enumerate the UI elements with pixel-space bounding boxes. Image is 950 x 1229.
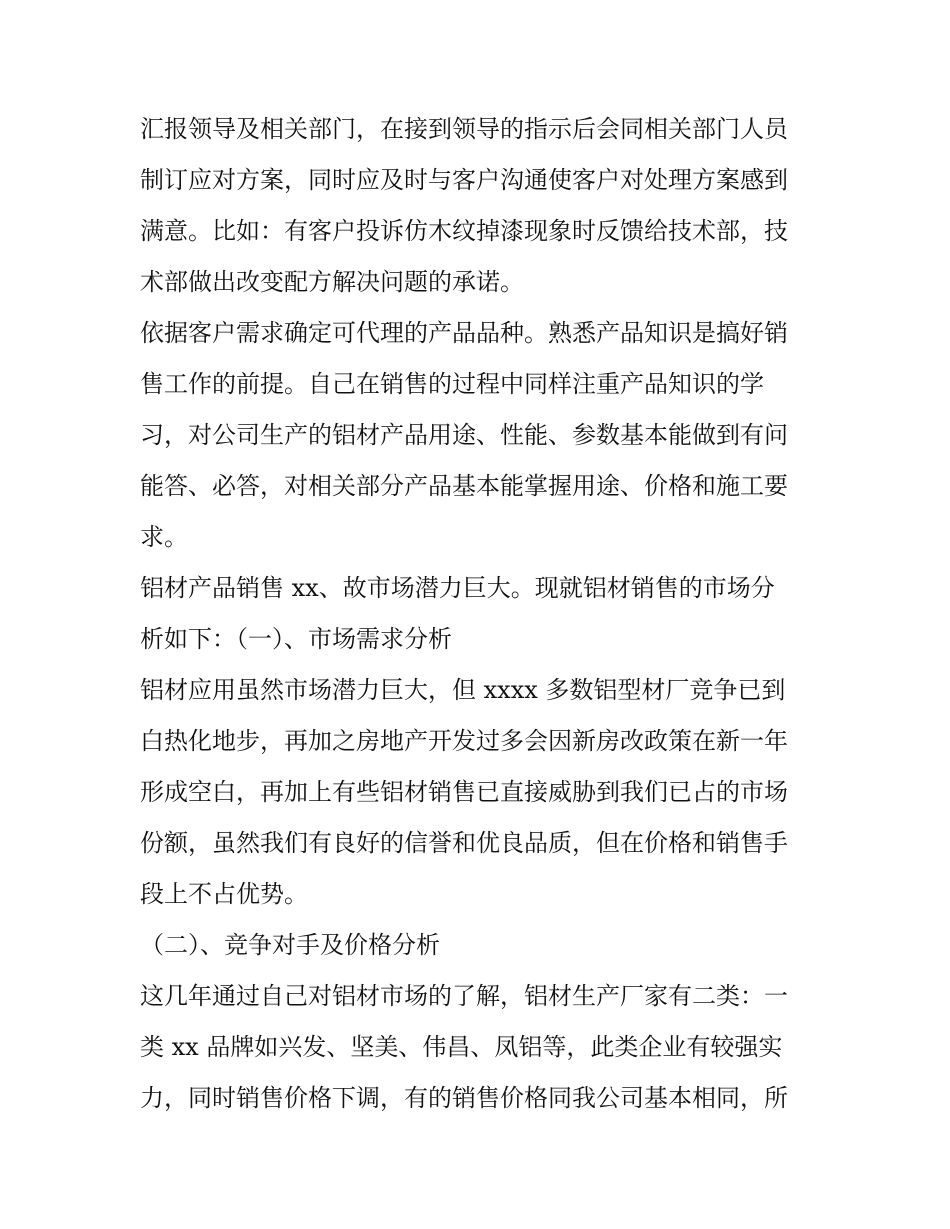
text-line: 段上不占优势。 — [140, 880, 308, 908]
text-line: 力，同时销售价格下调，有的销售价格同我公司基本相同，所 — [140, 1084, 788, 1112]
text-line: 满意。比如：有客户投诉仿木纹掉漆现象时反馈给技术部，技 — [140, 217, 788, 245]
text-line: 求。 — [140, 523, 188, 551]
document-body — [140, 104, 815, 1124]
text-line: 这几年通过自己对铝材市场的了解，铝材生产厂家有二类：一 — [140, 982, 788, 1010]
text-line: （二）、竞争对手及价格分析 — [140, 931, 440, 959]
text-line: 铝材应用虽然市场潜力巨大，但 xxxx 多数铝型材厂竞争已到 — [140, 676, 786, 704]
text-line: 白热化地步，再加之房地产开发过多会因新房改政策在新一年 — [140, 727, 788, 755]
text-line: 依据客户需求确定可代理的产品品种。熟悉产品知识是搞好销 — [140, 319, 788, 347]
text-line: 制订应对方案，同时应及时与客户沟通使客户对处理方案感到 — [140, 166, 788, 194]
text-line: 份额，虽然我们有良好的信誉和优良品质，但在价格和销售手 — [140, 829, 788, 857]
text-line: 售工作的前提。自己在销售的过程中同样注重产品知识的学 — [140, 370, 764, 398]
text-line: 形成空白，再加上有些铝材销售已直接威胁到我们已占的市场 — [140, 778, 788, 806]
text-line: 习，对公司生产的铝材产品用途、性能、参数基本能做到有问 — [140, 421, 788, 449]
text-line: 汇报领导及相关部门，在接到领导的指示后会同相关部门人员 — [140, 115, 788, 143]
text-line: 术部做出改变配方解决问题的承诺。 — [140, 268, 524, 296]
text-line: 类 xx 品牌如兴发、坚美、伟昌、凤铝等，此类企业有较强实 — [140, 1033, 783, 1061]
text-line: 析如下：（一）、市场需求分析 — [140, 625, 452, 653]
text-line: 能答、必答，对相关部分产品基本能掌握用途、价格和施工要 — [140, 472, 788, 500]
text-line: 铝材产品销售 xx、故市场潜力巨大。现就铝材销售的市场分 — [140, 574, 775, 602]
